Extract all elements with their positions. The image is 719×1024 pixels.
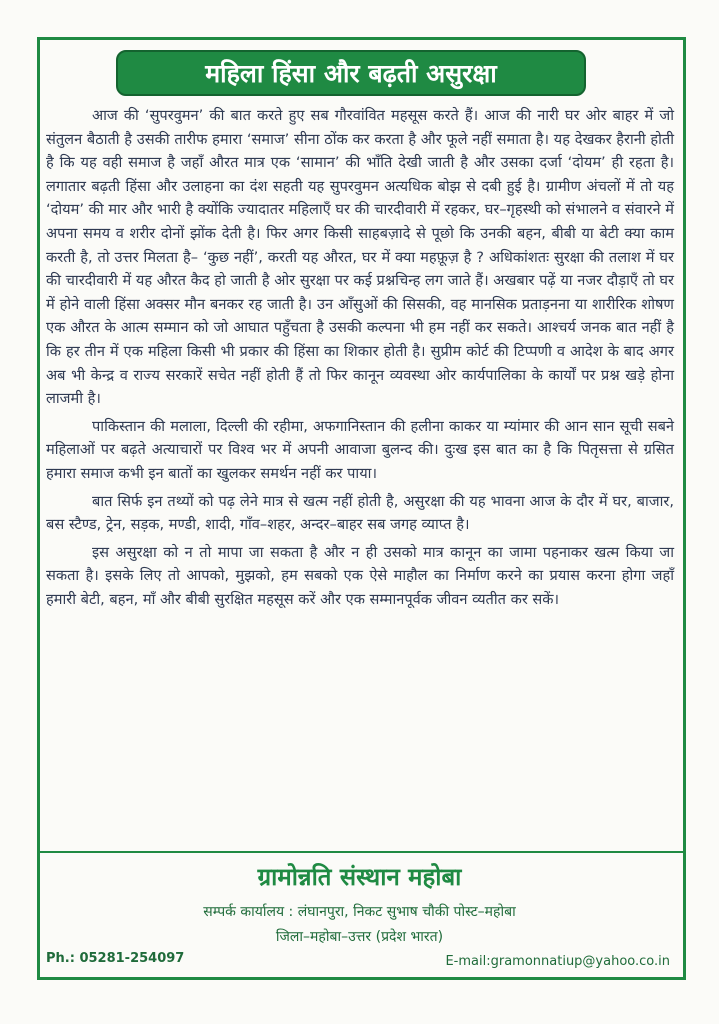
- article-body: [46, 104, 674, 611]
- paragraph-1: आज की ‘सुपरवुमन’ की बात करते हुए सब गौरवांवित महसूस करते हैं। आज की नारी घर ओर बाहर में जो संतुलन बैठाती है उसकी तारीफ हमारा ‘समाज’ सीना ठोंक कर करता है और फूले नहीं समाता है। यह देखकर हैरानी होती है कि यह वही समाज है जहाँ औरत मात्र एक ‘सामान’ की भाँति देखी जाती है और उसका दर्जा ‘दोयम’ ही रहता है। लगातार बढ़ती हिंसा और उलाहना का दंश सहती यह सुपरवुमन अत्यधिक बोझ से दबी हुई है। ग्रामीण अंचलों में तो यह ‘दोयम’ की मार और भारी है क्योंकि ज्यादातर महिलाएँ घर की चारदीवारी में रहकर, घर–गृहस्थी को संभालने व संवारने में अपना समय व शरीर दोनों झोंक देती है। फिर अगर किसी साहबज़ादे से पूछो कि उनकी बहन, बीबी या बेटी क्या काम करती है, तो उत्तर मिलता है– ‘कुछ नहीं’, करती यह औरत, घर में क्या महफ़ूज़ है ? अधिकांशतः सुरक्षा की तलाश में घर की चारदीवारी में यह औरत कैद हो जाती है ओर सुरक्षा पर कई प्रश्नचिन्ह लग जाते हैं। अखबार पढ़ें या नजर दौड़ाएँ तो घर में होने वाली हिंसा अक्सर मौन बनकर रह जाती है। उन आँसुओं की सिसकी, वह मानसिक प्रताड़नना या शारीरिक शोषण एक औरत के आत्म सम्मान को जो आघात पहुँचता है उसकी कल्पना भी हम नहीं कर सकते। आश्चर्य जनक बात नहीं है कि हर तीन में एक महिला किसी भी प्रकार की हिंसा का शिकार होती है। सुप्रीम कोर्ट की टिप्पणी व आदेश के बाद अगर अब भी केन्द्र व राज्य सरकारें सचेत नहीं होती हैं तो फिर कानून व्यवस्था ओर कार्यपालिका के कार्यों पर प्रश्न खड़े होना लाजमी है।: [46, 107, 674, 408]
- paragraph-2: पाकिस्तान की मलाला, दिल्ली की रहीमा, अफगानिस्तान की हलीना काकर या म्यांमार की आन सान सूची सबने महिलाओं पर बढ़ते अत्याचारों पर विश्व भर में अपनी आवाजा बुलन्द की। दुःख इस बात का है कि पितृसत्ता से ग्रसित हमारा समाज कभी इन बातों का खुलकर समर्थन नहीं कर पाया।: [46, 417, 674, 482]
- paragraph-3: बात सिर्फ इन तथ्यों को पढ़ लेने मात्र से खत्म नहीं होती है, असुरक्षा की यह भावना आज के दौर में घर, बाजार, बस स्टैण्ड, ट्रेन, सड़क, मण्डी, शादी, गाँव–शहर, अन्दर–बाहर सब जगह व्याप्त है।: [46, 492, 674, 534]
- paragraph-4: इस असुरक्षा को न तो मापा जा सकता है और न ही उसको मात्र कानून का जामा पहनाकर खत्म किया जा सकता है। इसके लिए तो आपको, मुझको, हम सबको एक ऐसे माहौल का निर्माण करने का प्रयास करना होगा जहाँ हमारी बेटी, बहन, माँ और बीबी सुरक्षित महसूस करें और एक सम्मानपूर्वक जीवन व्यतीत कर सकें।: [46, 543, 674, 608]
- organization-name: ग्रामोन्नति संस्थान महोबा: [257, 863, 462, 891]
- email-address: E-mail:gramonnatiup@yahoo.co.in: [445, 954, 670, 969]
- footer-divider: [40, 851, 683, 853]
- title-banner: [116, 50, 586, 96]
- district-address: जिला–महोबा–उत्तर (प्रदेश भारत): [275, 929, 444, 945]
- contact-address: सम्पर्क कार्यालय : लंघानपुरा, निकट सुभाष चौकी पोस्ट–महोबा: [203, 904, 516, 920]
- phone-number: Ph.: 05281-254097: [46, 951, 185, 966]
- page-title: महिला हिंसा और बढ़ती असुरक्षा: [205, 59, 497, 88]
